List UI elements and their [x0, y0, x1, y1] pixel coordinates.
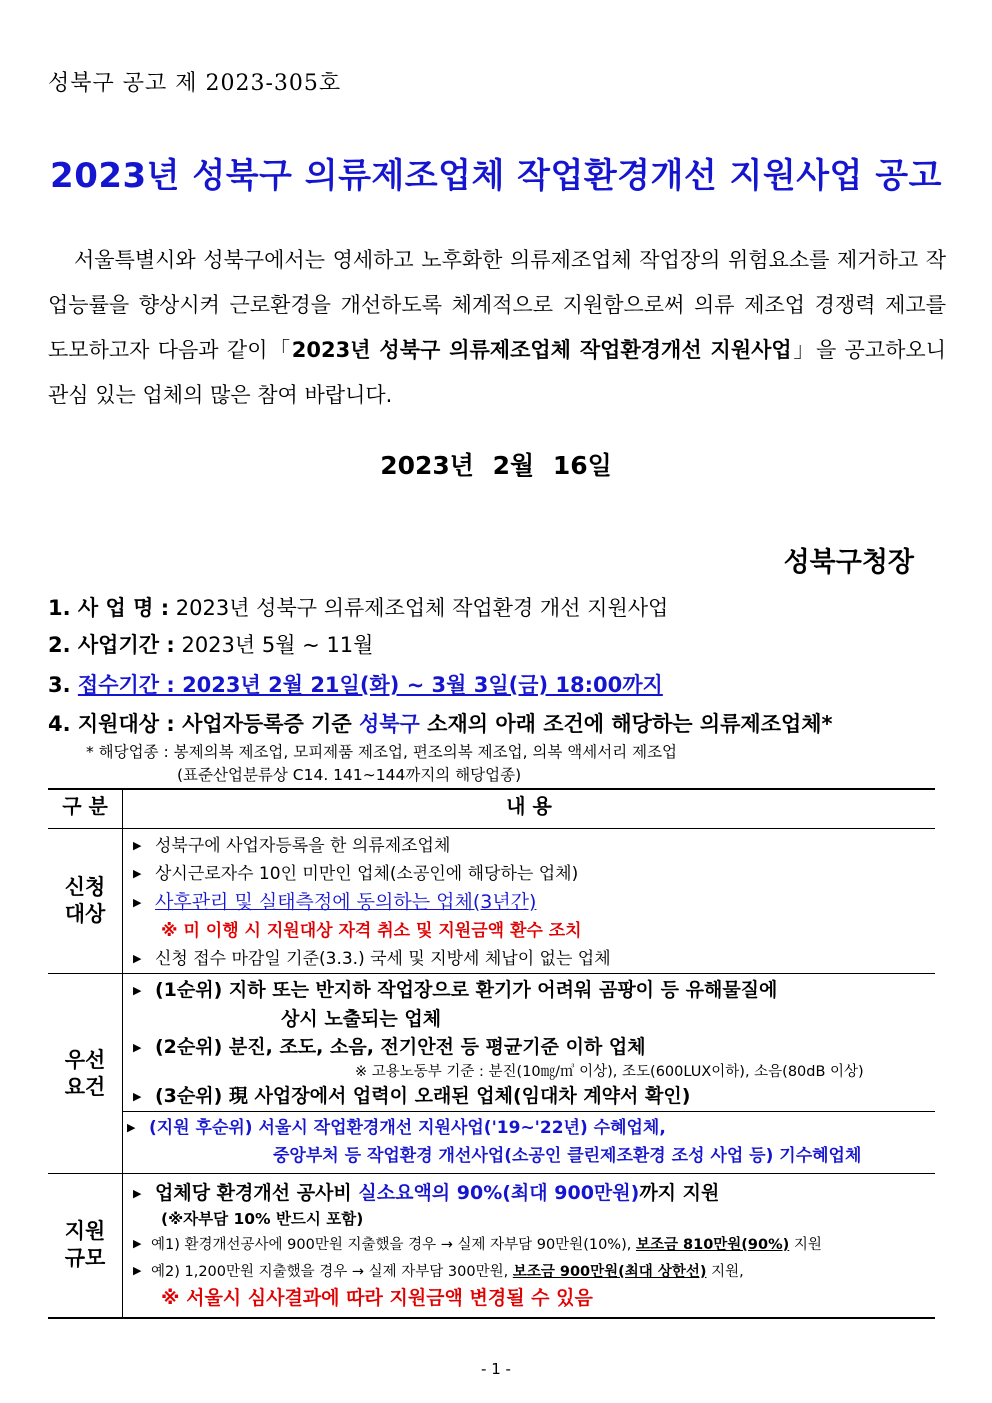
scale-label: 지원 규모 [48, 1174, 123, 1318]
bullet-icon: ▶ [133, 984, 142, 997]
list-item: ▶ 사후관리 및 실태측정에 동의하는 업체(3년간) [123, 888, 935, 917]
header-category: 구 분 [48, 789, 123, 829]
list-item: ▶ 성북구에 사업자등록을 한 의류제조업체 [123, 832, 935, 860]
eligibility-label: 신청 대상 [48, 829, 123, 974]
bullet-icon: ▶ [133, 1264, 142, 1277]
item1-value: 2023년 성북구 의류제조업체 작업환경 개선 지원사업 [175, 596, 669, 620]
item4-rest: 소재의 아래 조건에 해당하는 의류제조업체* [419, 712, 833, 736]
list-item: ▶ 예2) 1,200만원 지출했을 경우 → 실제 자부담 300만원, 보조금 900만원(최대 상한선) 지원, [123, 1259, 935, 1284]
list-item: ※ 서울시 심사결과에 따라 지원금액 변경될 수 있음 [161, 1287, 593, 1309]
bullet-icon: ▶ [133, 867, 142, 880]
list-item: ▶ (1순위) 지하 또는 반지하 작업장으로 환기가 어려워 곰팡이 등 유해물질에 [123, 976, 935, 1005]
item-program-name [48, 592, 668, 622]
list-item: ▶ 예1) 환경개선공사에 900만원 지출했을 경우 → 실제 자부담 90만원(10%), 보조금 810만원(90%) 지원 [123, 1230, 935, 1259]
list-item: 중앙부처 등 작업환경 개선사업(소공인 클린제조환경 조성 사업 등) 기수혜업체 [273, 1146, 862, 1166]
bullet-icon: ▶ [133, 1041, 142, 1054]
bullet-icon: ▶ [133, 1237, 142, 1250]
requirements-table [48, 788, 935, 1319]
eligibility-content [123, 829, 936, 974]
item2-label: 2. 사업기간 : [48, 633, 175, 657]
intro-text-end: 」을 공고하오니 관심 있는 업체의 많은 참여 바랍니다. [48, 338, 946, 407]
bullet-icon: ▶ [133, 1187, 142, 1200]
item4-highlight: 성북구 [358, 712, 420, 736]
notice-date: 2023년 2월 16일 [380, 451, 612, 480]
priority-label: 우선 요건 [48, 974, 123, 1174]
bullet-icon: ▶ [127, 1121, 136, 1134]
intro-text-start: 서울특별시와 성북구에서는 영세하고 노후화한 의류제조업체 작업장의 위험요소를 제거하고 작업능률을 향상시켜 근로환경을 개선하도록 체계적으로 지원함으로써 의류 제조업 경쟁력 제고를 도모하고자 다음과 같이「 [48, 248, 946, 362]
intro-program-name: 2023년 성북구 의류제조업체 작업환경개선 지원사업 [291, 338, 792, 362]
list-item: ▶ 상시근로자수 10인 미만인 업체(소공인에 해당하는 업체) [123, 860, 935, 888]
list-item: ▶ (지원 후순위) 서울시 작업환경개선 지원사업('19~'22년) 수혜업체, [123, 1114, 935, 1142]
item-application-period [48, 669, 663, 699]
item-program-period [48, 629, 373, 659]
list-item: 상시 노출되는 업체 [281, 1008, 442, 1030]
list-item: ※ 고용노동부 기준 : 분진(10㎎/㎥ 이상), 조도(600LUX이하), 소음(80dB 이상) [355, 1064, 864, 1080]
bullet-icon: ▶ [133, 952, 142, 965]
page-number: - 1 - [481, 1360, 511, 1378]
intro-paragraph [48, 238, 946, 418]
item1-label: 1. 사 업 명 : [48, 596, 170, 620]
header-content: 내 용 [123, 789, 936, 829]
notice-number: 성북구 공고 제 2023-305호 [48, 71, 342, 96]
bullet-icon: ▶ [133, 896, 142, 909]
item2-value: 2023년 5월 ∼ 11월 [181, 633, 374, 657]
list-item: (※자부담 10% 반드시 포함) [161, 1210, 364, 1228]
item3-number: 3. [48, 673, 78, 697]
list-item: ▶ (2순위) 분진, 조도, 소음, 전기안전 등 평균기준 이하 업체 [123, 1033, 935, 1062]
list-item: ▶ 업체당 환경개선 공사비 실소요액의 90%(최대 900만원)까지 지원 [123, 1179, 935, 1208]
scale-content [123, 1174, 936, 1318]
page-title: 2023년 성북구 의류제조업체 작업환경개선 지원사업 공고 [50, 156, 942, 196]
industry-code-note: (표준산업분류상 C14. 141∼144까지의 해당업종) [177, 766, 522, 784]
list-item: ▶ 신청 접수 마감일 기준(3.3.) 국세 및 지방세 체납이 없는 업체 [123, 945, 935, 973]
item3-text: 접수기간 : 2023년 2월 21일(화) ∼ 3월 3일(금) 18:00까지 [77, 673, 663, 697]
list-item: ▶ (3순위) 現 사업장에서 업력이 오래된 업체(임대차 계약서 확인) [123, 1082, 935, 1111]
item4-label: 4. 지원대상 : 사업자등록증 기준 [48, 712, 359, 736]
industry-note: * 해당업종 : 봉제의복 제조업, 모피제품 제조업, 편조의복 제조업, 의복 액세서리 제조업 [86, 743, 678, 761]
issuer: 성북구청장 [783, 547, 914, 578]
priority-content [123, 974, 936, 1174]
bullet-icon: ▶ [133, 1090, 142, 1103]
list-item: ※ 미 이행 시 지원대상 자격 취소 및 지원금액 환수 조치 [161, 921, 582, 941]
item-eligibility [48, 708, 833, 738]
bullet-icon: ▶ [133, 839, 142, 852]
